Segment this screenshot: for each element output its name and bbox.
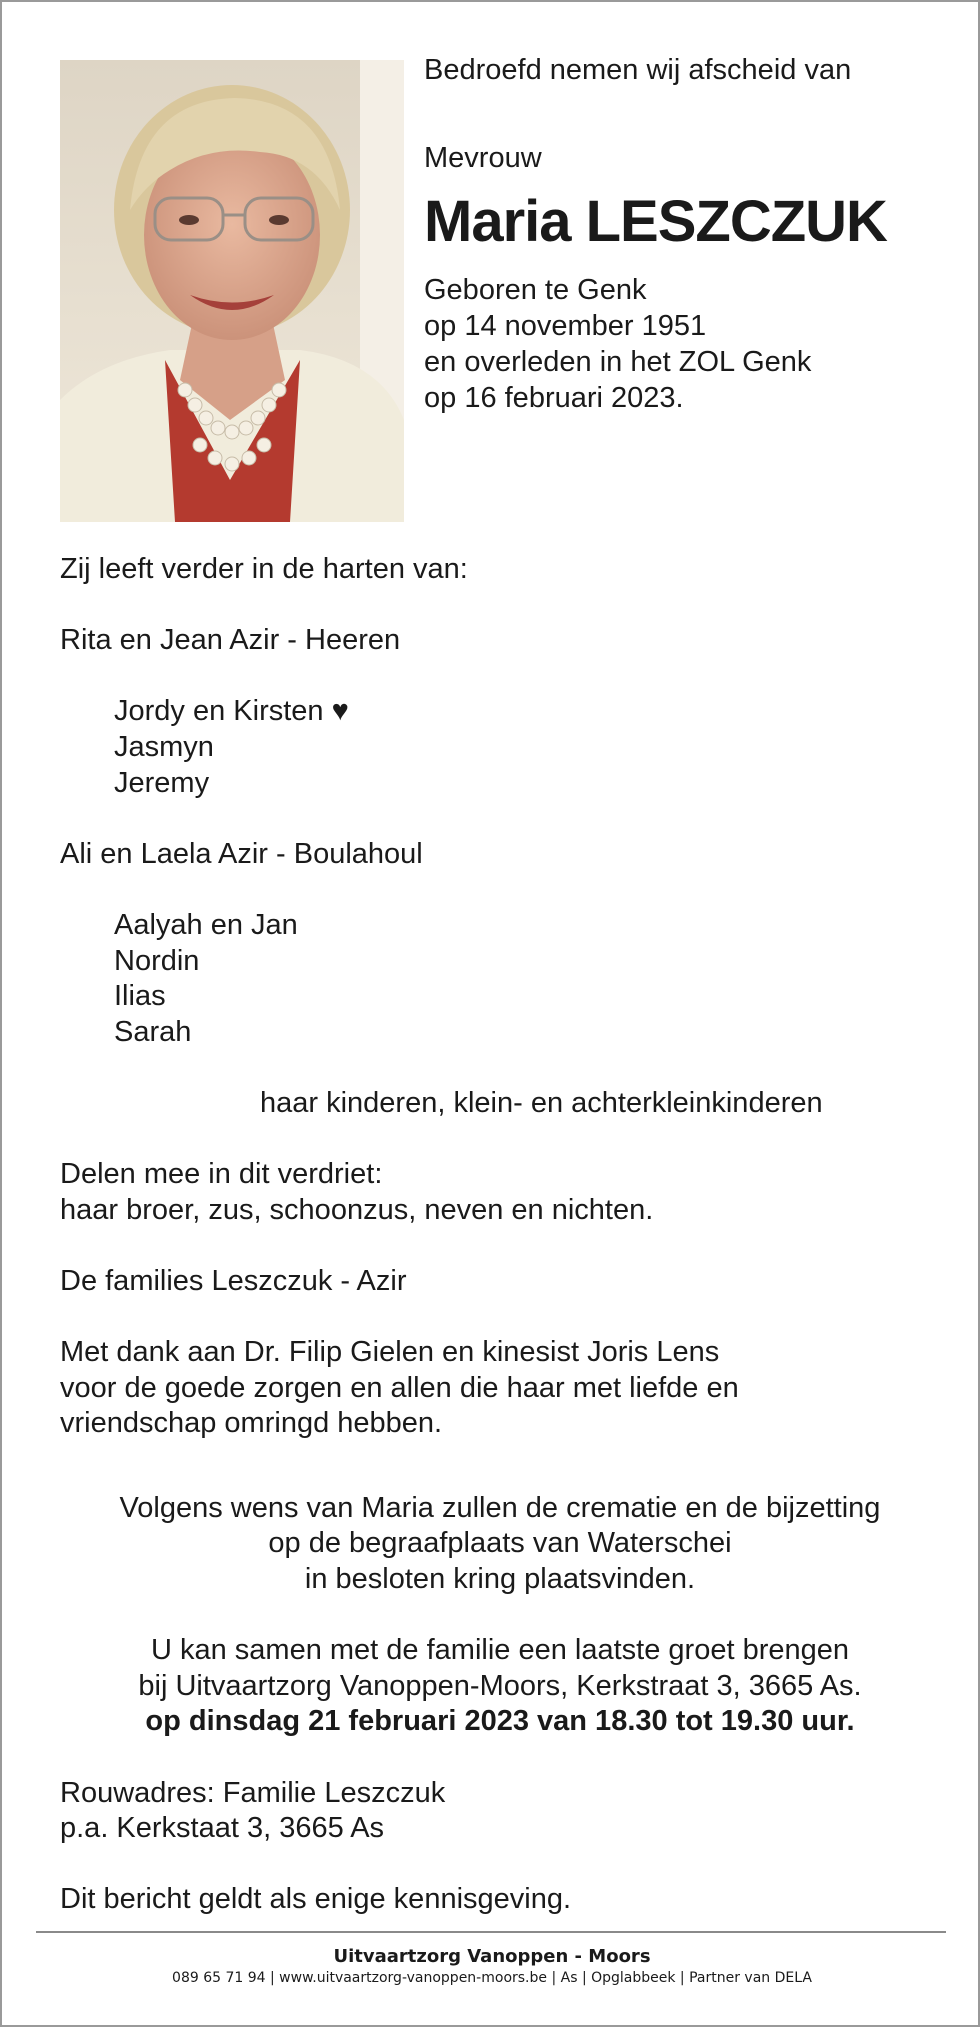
grandchild-item: Sarah: [114, 1015, 192, 1048]
grandchildren-list-2: [60, 908, 940, 1050]
mourning-address-street: p.a. Kerkstaat 3, 3665 As: [60, 1812, 385, 1845]
ceremony-line: in besloten kring plaatsvinden.: [304, 1563, 696, 1596]
family-parents-1: Rita en Jean Azir - Heeren: [60, 624, 401, 657]
sharing-heading: Delen mee in dit verdriet:: [60, 1158, 383, 1191]
visit-datetime: op dinsdag 21 februari 2023 van 18.30 tot 19.30 uur.: [145, 1705, 855, 1738]
footer: [2, 1946, 980, 1988]
mourning-address-label: Rouwadres: Familie Leszczuk: [60, 1776, 446, 1809]
death-place: en overleden in het ZOL Genk: [424, 346, 812, 378]
sharing-relatives: haar broer, zus, schoonzus, neven en nichten.: [60, 1193, 654, 1226]
notice-line: Dit bericht geldt als enige kennisgeving.: [60, 1883, 572, 1916]
obituary-body: [60, 552, 940, 1918]
grandchild-item: Jordy en Kirsten ♥: [114, 695, 349, 728]
families-line: De families Leszczuk - Azir: [60, 1264, 407, 1297]
opening-line: Bedroefd nemen wij afscheid van: [424, 54, 852, 86]
portrait-photo: [60, 60, 404, 522]
grandchild-item: Jeremy: [114, 766, 210, 799]
deceased-name: Maria LESZCZUK: [424, 189, 887, 254]
grandchild-item: Jasmyn: [114, 730, 214, 763]
death-date: op 16 februari 2023.: [424, 382, 684, 414]
funeral-home-contact: 089 65 71 94 | www.uitvaartzorg-vanoppen-moors.be | As | Opglabbeek | Partner van DELA: [172, 1970, 812, 1986]
portrait-image: [60, 60, 404, 522]
birth-date: op 14 november 1951: [424, 310, 707, 342]
thanks-line: vriendschap omringd hebben.: [60, 1407, 443, 1440]
visit-line: U kan samen met de familie een laatste groet brengen: [150, 1634, 849, 1667]
intro-block: [424, 52, 944, 416]
grandchildren-list-1: [60, 694, 940, 801]
ceremony-line: op de begraafplaats van Waterschei: [268, 1527, 732, 1560]
footer-divider: [36, 1931, 946, 1933]
birth-place: Geboren te Genk: [424, 274, 647, 306]
ceremony-block: [60, 1491, 940, 1740]
funeral-home-name: Uitvaartzorg Vanoppen - Moors: [333, 1946, 651, 1967]
family-parents-2: Ali en Laela Azir - Boulahoul: [60, 837, 423, 870]
grandchild-item: Nordin: [114, 944, 200, 977]
thanks-line: Met dank aan Dr. Filip Gielen en kinesist Joris Lens: [60, 1336, 720, 1369]
family-heading: Zij leeft verder in de harten van:: [60, 553, 468, 585]
grandchild-item: Ilias: [114, 980, 166, 1013]
family-summary: haar kinderen, klein- en achterkleinkinderen: [260, 1086, 823, 1119]
ceremony-line: Volgens wens van Maria zullen de crematie en de bijzetting: [119, 1491, 881, 1524]
honorific: Mevrouw: [424, 142, 542, 174]
thanks-line: voor de goede zorgen en allen die haar met liefde en: [60, 1371, 739, 1404]
visit-line: bij Uitvaartzorg Vanoppen-Moors, Kerkstraat 3, 3665 As.: [138, 1669, 862, 1702]
grandchild-item: Aalyah en Jan: [114, 908, 298, 941]
